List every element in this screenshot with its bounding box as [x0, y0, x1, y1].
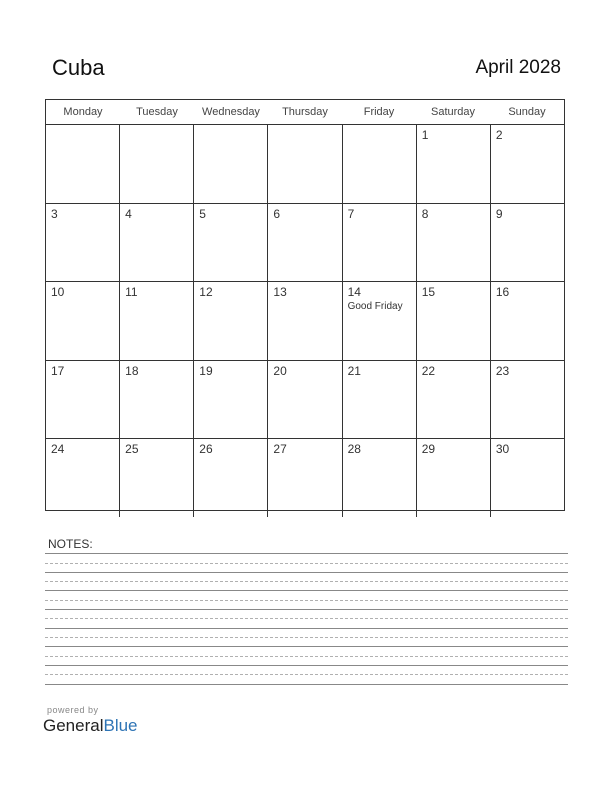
calendar-day-cell [119, 204, 193, 282]
day-number: 29 [421, 442, 436, 456]
weekday-header [46, 100, 564, 125]
day-number: 10 [51, 285, 65, 299]
country-title: Cuba [52, 55, 105, 80]
day-number: 9 [495, 206, 503, 221]
day-number: 15 [421, 285, 436, 299]
calendar-day-cell [46, 125, 119, 203]
calendar-day-cell [416, 125, 490, 203]
powered-by-text: powered by [47, 705, 99, 715]
calendar-day-cell [490, 361, 564, 439]
day-number: 2 [495, 128, 503, 142]
calendar-day-cell [267, 282, 341, 360]
calendar-day-cell [490, 282, 564, 360]
day-number: 22 [421, 363, 436, 378]
day-number: 11 [125, 285, 138, 299]
calendar-day-cell [342, 204, 416, 282]
day-number: 28 [347, 442, 361, 456]
calendar-day-cell [342, 282, 416, 360]
calendar-day-cell [193, 361, 267, 439]
day-number: 27 [273, 442, 287, 456]
day-number: 8 [421, 206, 429, 221]
calendar-day-cell [46, 204, 119, 282]
calendar-week-row [46, 439, 564, 517]
calendar-day-cell [267, 204, 341, 282]
calendar-grid [45, 99, 565, 511]
notes-line [45, 609, 568, 610]
calendar-day-cell [193, 125, 267, 203]
day-number: 30 [495, 442, 510, 456]
holiday-label: Good Friday [347, 301, 403, 312]
day-number: 25 [125, 442, 139, 456]
calendar-day-cell [119, 439, 193, 517]
day-number: 21 [347, 363, 361, 378]
calendar-day-cell [490, 439, 564, 517]
weekday-thursday: Thursday [282, 106, 328, 118]
calendar-week-row [46, 361, 564, 440]
day-number: 5 [199, 206, 206, 221]
calendar-day-cell [193, 439, 267, 517]
day-number: 13 [273, 285, 287, 299]
calendar-day-cell [490, 125, 564, 203]
calendar-day-cell [342, 361, 416, 439]
weekday-sunday: Sunday [508, 106, 546, 118]
calendar-day-cell [119, 125, 193, 203]
notes-dashed-line [45, 656, 568, 657]
calendar-week-row [46, 125, 564, 204]
notes-line [45, 590, 568, 591]
calendar-day-cell [416, 204, 490, 282]
calendar-day-cell [416, 439, 490, 517]
day-number: 14 [347, 285, 361, 299]
day-number: 3 [51, 206, 58, 221]
calendar-day-cell [267, 125, 341, 203]
calendar-day-cell [46, 361, 119, 439]
day-number: 1 [421, 128, 429, 142]
calendar-day-cell [119, 282, 193, 360]
generalblue-logo[interactable] [43, 716, 138, 736]
day-number: 6 [273, 206, 281, 221]
calendar-day-cell [267, 361, 341, 439]
weekday-tuesday: Tuesday [136, 106, 178, 118]
day-number: 24 [51, 442, 65, 456]
brand-general: General [43, 716, 104, 735]
weekday-monday: Monday [63, 106, 103, 118]
weekday-saturday: Saturday [430, 106, 476, 118]
calendar-week-row [46, 282, 564, 361]
calendar-day-cell [193, 282, 267, 360]
day-number: 12 [199, 285, 213, 299]
notes-line [45, 628, 568, 629]
calendar-day-cell [46, 439, 119, 517]
calendar-day-cell [119, 361, 193, 439]
day-number: 19 [199, 363, 213, 378]
day-number: 4 [125, 206, 132, 221]
calendar-day-cell [490, 204, 564, 282]
brand-blue: Blue [103, 716, 138, 735]
notes-line [45, 665, 568, 666]
day-number: 7 [347, 206, 355, 221]
notes-dashed-line [45, 618, 568, 619]
weekday-friday: Friday [363, 106, 395, 118]
notes-dashed-line [45, 600, 568, 601]
notes-line [45, 572, 568, 573]
day-number: 26 [199, 442, 213, 456]
notes-label: NOTES: [48, 537, 93, 551]
notes-line [45, 646, 568, 647]
day-number: 20 [273, 363, 287, 378]
notes-dashed-line [45, 674, 568, 675]
notes-dashed-line [45, 581, 568, 582]
calendar-day-cell [193, 204, 267, 282]
day-number: 16 [495, 285, 510, 299]
calendar-day-cell [46, 282, 119, 360]
notes-line [45, 553, 568, 554]
day-number: 23 [495, 363, 510, 378]
calendar-day-cell [342, 439, 416, 517]
notes-dashed-line [45, 563, 568, 564]
calendar-day-cell [416, 361, 490, 439]
calendar-day-cell [267, 439, 341, 517]
notes-line [45, 684, 568, 685]
calendar-week-row [46, 204, 564, 283]
calendar-day-cell [342, 125, 416, 203]
day-number: 17 [51, 363, 65, 378]
notes-dashed-line [45, 637, 568, 638]
weekday-wednesday: Wednesday [202, 106, 260, 118]
month-title: April 2028 [475, 57, 561, 78]
calendar-day-cell [416, 282, 490, 360]
day-number: 18 [125, 363, 139, 378]
